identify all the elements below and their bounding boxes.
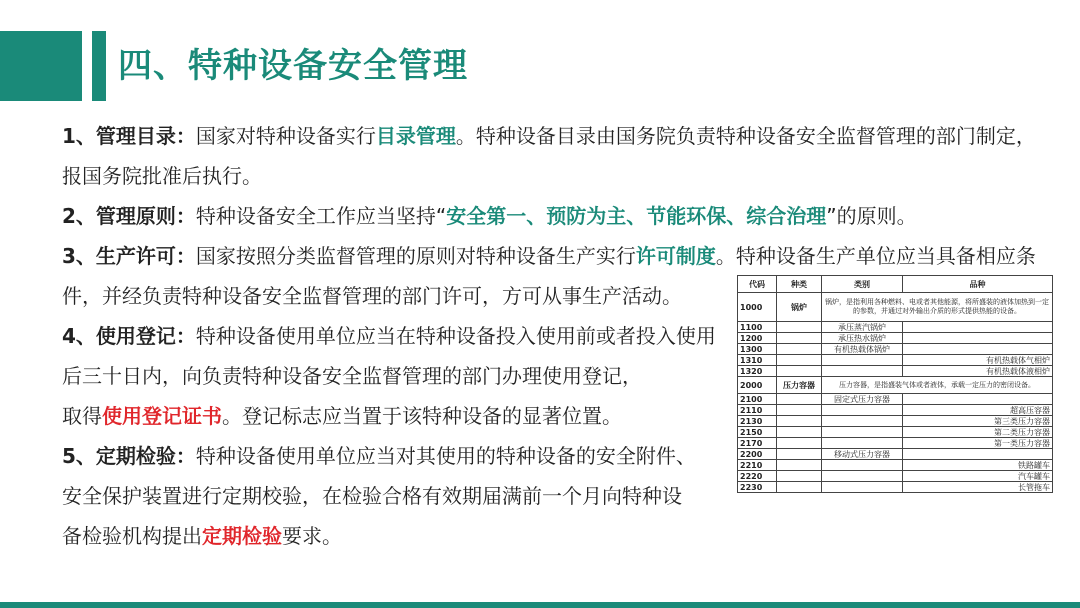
item-text: 国家按照分类监督管理的原则对特种设备生产实行: [195, 244, 636, 268]
table-row: [738, 344, 1053, 355]
category-cell: [822, 355, 903, 366]
table-header-row: [738, 276, 1053, 293]
table-row: [738, 333, 1053, 344]
item-3-line-1: [62, 246, 1036, 266]
code-cell: 2110: [738, 405, 777, 416]
desc-cell: 锅炉，是指利用各种燃料、电或者其他能源，将所盛装的液体加热到一定的参数，并通过对外输出介质的形式提供热能的设备。: [822, 293, 1053, 322]
highlight: 安全第一、预防为主、节能环保、综合治理: [446, 204, 827, 228]
item-5-line-3: [62, 526, 342, 546]
variety-cell: 长管拖车: [903, 482, 1053, 493]
item-text: 备检验机构提出: [62, 524, 202, 548]
highlight: 许可制度: [635, 244, 716, 268]
item-text: 。特种设备目录由国务院负责特种设备安全监督管理的部门制定，: [455, 124, 1036, 148]
item-4-line-1: [62, 326, 716, 346]
table-row: [738, 449, 1053, 460]
code-cell: 1300: [738, 344, 777, 355]
code-cell: 2170: [738, 438, 777, 449]
item-label: 4、使用登记：: [62, 324, 196, 348]
highlight: 目录管理: [375, 124, 456, 148]
code-cell: 1320: [738, 366, 777, 377]
code-cell: 2200: [738, 449, 777, 460]
header-variety: 品种: [903, 276, 1053, 293]
desc-cell: 压力容器，是指盛装气体或者液体，承载一定压力的密闭设备。: [822, 377, 1053, 394]
variety-cell: 有机热载体气相炉: [903, 355, 1053, 366]
table-row: [738, 293, 1053, 322]
variety-cell: 铁路罐车: [903, 460, 1053, 471]
variety-cell: [903, 322, 1053, 333]
category-cell: [822, 416, 903, 427]
code-cell: 2230: [738, 482, 777, 493]
item-1-line-2: 报国务院批准后执行。: [62, 164, 262, 188]
kind-cell: 压力容器: [777, 377, 822, 394]
item-text: 要求。: [282, 524, 342, 548]
item-2-line-1: [62, 206, 917, 226]
variety-cell: [903, 333, 1053, 344]
table-row: [738, 416, 1053, 427]
category-cell: [822, 427, 903, 438]
variety-cell: 第一类压力容器: [903, 438, 1053, 449]
category-cell: 固定式压力容器: [822, 394, 903, 405]
item-label: 3、生产许可：: [62, 244, 196, 268]
code-cell: 2150: [738, 427, 777, 438]
category-cell: [822, 366, 903, 377]
category-cell: 有机热载体锅炉: [822, 344, 903, 355]
variety-cell: 汽车罐车: [903, 471, 1053, 482]
category-cell: 承压蒸汽锅炉: [822, 322, 903, 333]
item-label: 5、定期检验：: [62, 444, 196, 468]
item-text: 国家对特种设备实行: [195, 124, 376, 148]
table-row: [738, 377, 1053, 394]
accent-bar-left: [0, 31, 82, 101]
equipment-catalog-table: [737, 275, 1053, 493]
category-cell: 承压热水锅炉: [822, 333, 903, 344]
code-cell: 2000: [738, 377, 777, 394]
highlight: 定期检验: [202, 524, 282, 548]
code-cell: 2210: [738, 460, 777, 471]
table-row: [738, 322, 1053, 333]
highlight: 使用登记证书: [102, 404, 222, 428]
category-cell: [822, 405, 903, 416]
table-row: [738, 471, 1053, 482]
table-row: [738, 427, 1053, 438]
table-row: [738, 482, 1053, 493]
code-cell: 1000: [738, 293, 777, 322]
header-category: 类别: [822, 276, 903, 293]
table-row: [738, 355, 1053, 366]
category-cell: [822, 460, 903, 471]
table-row: [738, 394, 1053, 405]
kind-cell: 锅炉: [777, 293, 822, 322]
variety-cell: 超高压容器: [903, 405, 1053, 416]
item-4-line-3: [62, 406, 622, 426]
bottom-accent-bar: [0, 602, 1080, 608]
code-cell: 1200: [738, 333, 777, 344]
item-text: 。登记标志应当置于该特种设备的显著位置。: [222, 404, 622, 428]
page-title: 四、特种设备安全管理: [118, 46, 468, 86]
variety-cell: 第三类压力容器: [903, 416, 1053, 427]
item-text: 取得: [62, 404, 102, 428]
table-row: [738, 460, 1053, 471]
item-text: 特种设备安全工作应当坚持“: [195, 204, 447, 228]
table-row: [738, 366, 1053, 377]
item-3-line-2: 件，并经负责特种设备安全监督管理的部门许可，方可从事生产活动。: [62, 284, 682, 308]
table-row: [738, 438, 1053, 449]
item-5-line-2: 安全保护装置进行定期校验，在检验合格有效期届满前一个月向特种设: [62, 484, 682, 508]
variety-cell: [903, 394, 1053, 405]
item-label: 1、管理目录：: [62, 124, 196, 148]
category-cell: [822, 482, 903, 493]
header-kind: 种类: [777, 276, 822, 293]
item-text: 。特种设备生产单位应当具备相应条: [715, 244, 1036, 268]
category-cell: 移动式压力容器: [822, 449, 903, 460]
variety-cell: [903, 449, 1053, 460]
item-1-line-1: [62, 126, 1036, 146]
code-cell: 1100: [738, 322, 777, 333]
code-cell: 1310: [738, 355, 777, 366]
item-text: 特种设备使用单位应当对其使用的特种设备的安全附件、: [195, 444, 696, 468]
header-code: 代码: [738, 276, 777, 293]
accent-bar-right: [92, 31, 106, 101]
variety-cell: [903, 344, 1053, 355]
item-label: 2、管理原则：: [62, 204, 196, 228]
item-5-line-1: [62, 446, 696, 466]
variety-cell: 有机热载体液相炉: [903, 366, 1053, 377]
variety-cell: 第二类压力容器: [903, 427, 1053, 438]
item-4-line-2: 后三十日内，向负责特种设备安全监督管理的部门办理使用登记，: [62, 364, 642, 388]
table-row: [738, 405, 1053, 416]
category-cell: [822, 438, 903, 449]
item-text: ”的原则。: [826, 204, 917, 228]
item-text: 特种设备使用单位应当在特种设备投入使用前或者投入使用: [195, 324, 716, 348]
code-cell: 2100: [738, 394, 777, 405]
code-cell: 2130: [738, 416, 777, 427]
category-cell: [822, 471, 903, 482]
code-cell: 2220: [738, 471, 777, 482]
